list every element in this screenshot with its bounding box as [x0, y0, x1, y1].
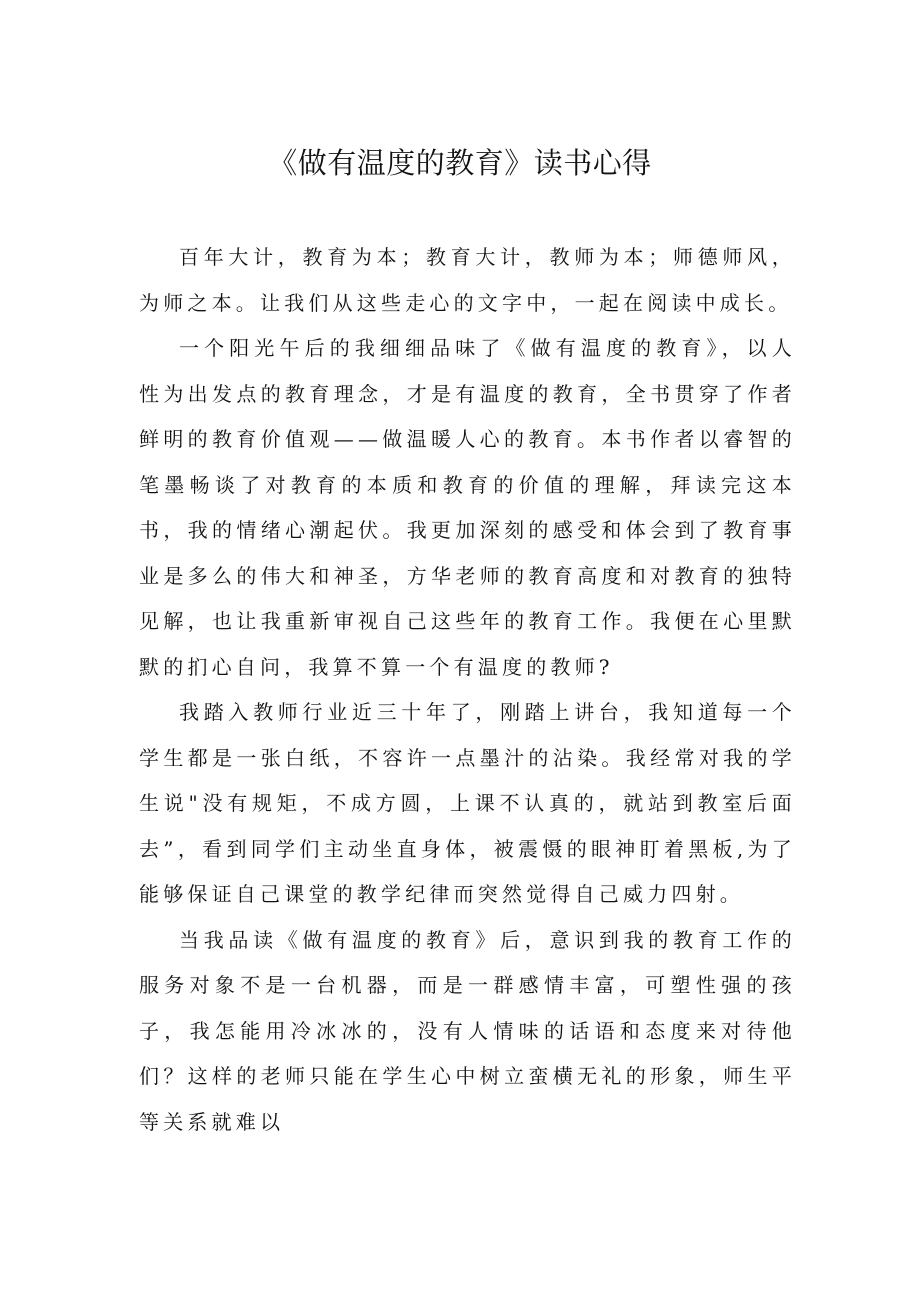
- paragraph-2: 一个阳光午后的我细细品味了《做有温度的教育》，以人性为出发点的教育理念，才是有温度的教育，全书贯穿了作者鲜明的教育价值观——做温暖人心的教育。本书作者以睿智的笔墨畅谈了对教育的本质和教育的价值的理解，拜读完这本书，我的情绪心潮起伏。我更加深刻的感受和体会到了教育事业是多么的伟大和神圣，方华老师的教育高度和对教育的独特见解，也让我重新审视自己这些年的教育工作。我便在心里默默的扪心自问，我算不算一个有温度的教师?: [139, 336, 796, 679]
- paragraph-3: 我踏入教师行业近三十年了，刚踏上讲台，我知道每一个学生都是一张白纸，不容许一点墨汁的沾染。我经常对我的学生说"没有规矩，不成方圆，上课不认真的，就站到教室后面去”，看到同学们主动坐直身体，被震慑的眼神盯着黑板,为了能够保证自己课堂的教学纪律而突然觉得自己威力四射。: [139, 700, 796, 906]
- document-body: [139, 235, 796, 1145]
- paragraph-1: 百年大计，教育为本；教育大计，教师为本；师德师风，为师之本。让我们从这些走心的文字中，一起在阅读中成长。: [139, 245, 796, 315]
- paragraph-4: 当我品读《做有温度的教育》后，意识到我的教育工作的服务对象不是一台机器，而是一群感情丰富，可塑性强的孩子，我怎能用冷冰冰的，没有人情味的话语和态度来对待他们？这样的老师只能在学生心中树立蛮横无礼的形象，师生平等关系就难以: [139, 927, 796, 1134]
- document-title: 《做有温度的教育》读书心得: [268, 146, 652, 180]
